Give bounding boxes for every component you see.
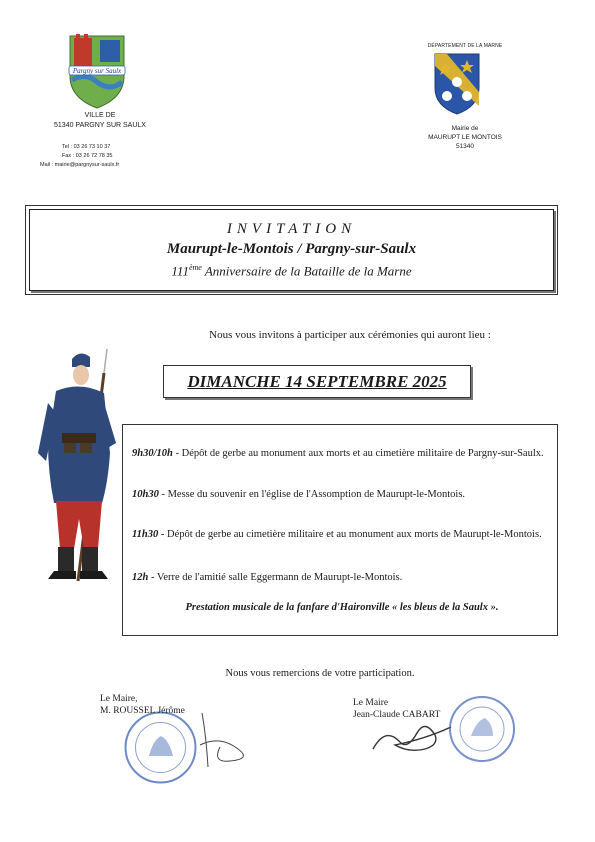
fax-text: Fax : 03 26 72 78 35 bbox=[62, 153, 113, 159]
mairie-info: Mairie de MAURUPT LE MONTOIS 51340 bbox=[428, 125, 502, 150]
program-item: 10h30 - Messe du souvenir en l'église de l'Assomption de Maurupt-le-Montois. bbox=[132, 489, 466, 500]
program-box bbox=[122, 424, 558, 636]
department-label: DÉPARTEMENT DE LA MARNE bbox=[427, 43, 503, 49]
program-item: 11h30 - Dépôt de gerbe au cimetière militaire et au monument aux morts de Maurupt-le-Montois. bbox=[132, 529, 542, 540]
signature-right: Le Maire Jean-Claude CABART bbox=[353, 698, 441, 720]
date-box bbox=[163, 365, 471, 398]
signature-left-scribble-icon bbox=[190, 705, 260, 775]
signature-left: Le Maire, M. ROUSSEL Jérôme bbox=[100, 694, 185, 716]
invite-text: Nous vous invitons à participer aux cérémonies qui auront lieu : bbox=[209, 329, 491, 341]
event-date: DIMANCHE 14 SEPTEMBRE 2025 bbox=[187, 371, 447, 391]
mail-text: Mail : mairie@pargnysur-saulx.fr bbox=[40, 162, 120, 168]
tel-text: Tel : 03 26 73 10 37 bbox=[62, 144, 111, 150]
program-note: Prestation musicale de la fanfare d'Haironville « les bleus de la Saulx ». bbox=[185, 602, 499, 613]
title-box bbox=[25, 205, 558, 295]
town-name: VILLE DE 51340 PARGNY SUR SAULX bbox=[54, 112, 146, 129]
program-item: 12h - Verre de l'amitié salle Eggermann de Maurupt-le-Montois. bbox=[132, 572, 403, 583]
invitation-title: INVITATION bbox=[226, 221, 357, 238]
marne-crest-icon bbox=[433, 52, 481, 116]
mairie-stamp-right-icon bbox=[447, 694, 517, 764]
places-title: Maurupt-le-Montois / Pargny-sur-Saulx bbox=[166, 241, 417, 258]
program-item: 9h30/10h - Dépôt de gerbe au monument aux morts et au cimetière militaire de Pargny-sur-Saulx. bbox=[132, 448, 544, 459]
signature-right-scribble-icon bbox=[365, 705, 455, 760]
logo-text: Pargny sur Saulx bbox=[72, 67, 122, 75]
town-logo bbox=[66, 30, 128, 110]
anniversary-line: 111ème Anniversaire de la Bataille de la Marne bbox=[171, 263, 412, 279]
town-contact bbox=[40, 143, 165, 170]
soldier-illustration bbox=[18, 343, 130, 591]
mairie-stamp-left-icon bbox=[123, 710, 198, 785]
thanks-text: Nous vous remercions de votre participation. bbox=[225, 668, 415, 679]
